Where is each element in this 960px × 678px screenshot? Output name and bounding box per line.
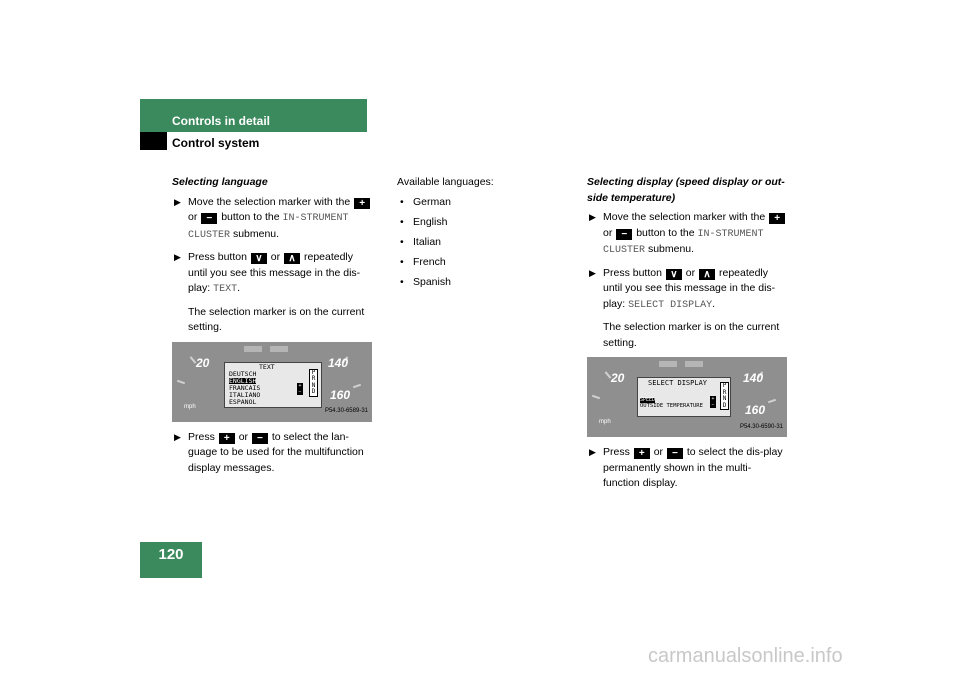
gauge-label: 160 (745, 403, 766, 417)
plus-key-icon: + (219, 433, 235, 444)
multifunction-display (224, 362, 322, 408)
plus-minus-indicator-icon: + − (298, 382, 302, 395)
up-key-icon: ∧ (284, 253, 300, 264)
languages-heading: Available languages: (397, 176, 494, 188)
minus-key-icon: − (201, 213, 217, 224)
bullet-icon: • (400, 235, 404, 248)
odometer-readout (659, 361, 677, 367)
left-step-1: ▶ Move the selection marker with the + or − button to the IN-STRUMENT CLUSTER submenu. (172, 195, 372, 244)
bullet-icon: • (400, 195, 404, 208)
arrow-bullet-icon: ▶ (589, 267, 596, 278)
right-step-1: ▶ Move the selection marker with the + or − button to the IN-STRUMENT CLUSTER submenu. (587, 210, 787, 259)
gauge-label: 140 (328, 355, 349, 370)
arrow-bullet-icon: ▶ (174, 431, 181, 442)
display-message: TEXT (213, 284, 238, 295)
minus-key-icon: − (667, 448, 683, 459)
multifunction-display (637, 377, 731, 417)
language-item: • Italian (397, 235, 547, 251)
arrow-bullet-icon: ▶ (174, 252, 181, 262)
left-section-title: Selecting language (172, 176, 268, 188)
watermark: carmanualsonline.info (648, 645, 843, 667)
display-line: ESPANOL (229, 397, 257, 406)
gauge-unit: mph (184, 403, 196, 410)
gear-indicator-icon: P R N D (309, 369, 318, 397)
arrow-bullet-icon: ▶ (174, 196, 181, 207)
minus-key-icon: − (252, 433, 268, 444)
language-item: • German (397, 195, 547, 211)
right-section-title: Selecting display (speed display or out-side temperature) (587, 176, 785, 204)
display-line: OUTSIDE TEMPERATURE (640, 403, 703, 409)
instrument-cluster-image-language (172, 342, 372, 422)
display-line: DEUTSCH (229, 369, 257, 378)
display-title: SELECT DISPLAY (648, 379, 708, 387)
display-line: ITALIANO (229, 390, 261, 399)
right-step-2: ▶ Press button ∨ or ∧ repeatedly until you see this message in the dis-play: SELECT DISPLAY. (589, 266, 776, 311)
display-message: SELECT DISPLAY (628, 299, 713, 311)
bullet-icon: • (400, 215, 404, 228)
gauge-label: 140 (743, 371, 764, 385)
submenu-name: IN-STRUMENT CLUSTER (188, 213, 349, 241)
left-step-2: ▶ Press button ∨ or ∧ repeatedly until you see this message in the dis-play: TEXT. (174, 251, 361, 295)
image-caption: P54.30-6589-31 (324, 408, 368, 414)
right-note: The selection marker is on the current setting. (603, 321, 780, 349)
gauge-tick (353, 383, 361, 388)
left-step-3: ▶ Press + or − to select the lan-guage to be used for the multifunction display messages. (174, 430, 364, 474)
instrument-cluster-image-display (587, 357, 787, 437)
display-title: TEXT (259, 362, 275, 371)
gauge-tick (768, 399, 776, 404)
plus-key-icon: + (354, 198, 370, 209)
gauge-unit: mph (599, 419, 611, 425)
page-number: 120 (140, 542, 202, 578)
section-title: Control system (172, 136, 260, 150)
gear-indicator-icon: P R N D (720, 382, 729, 410)
middle-column (397, 175, 547, 295)
gauge-tick (177, 379, 185, 384)
submenu-name: IN-STRUMENT CLUSTER (603, 228, 764, 256)
left-column (172, 175, 372, 483)
display-line-selected: ENGLISH (229, 376, 257, 385)
gauge-tick (592, 395, 600, 400)
language-item: • English (397, 215, 547, 231)
up-key-icon: ∧ (699, 269, 715, 280)
header-tab-marker (140, 132, 167, 150)
odometer-readout (244, 346, 262, 352)
bullet-icon: • (400, 255, 404, 268)
image-caption: P54.30-6590-31 (739, 423, 783, 430)
arrow-bullet-icon: ▶ (589, 447, 596, 457)
clock-readout (685, 361, 703, 367)
gauge-label: 20 (611, 371, 625, 385)
plus-key-icon: + (634, 448, 650, 459)
minus-key-icon: − (616, 229, 632, 240)
plus-key-icon: + (769, 213, 785, 224)
bullet-icon: • (400, 275, 404, 288)
plus-minus-indicator-icon: + − (711, 396, 715, 408)
language-item: • Spanish (397, 275, 547, 291)
down-key-icon: ∨ (666, 269, 682, 280)
gauge-label: 160 (330, 387, 351, 402)
chapter-title: Controls in detail (172, 114, 271, 128)
down-key-icon: ∨ (251, 253, 267, 264)
gauge-label: 20 (196, 355, 210, 370)
display-line-selected: SPEED (640, 397, 656, 403)
right-column (587, 175, 787, 499)
arrow-bullet-icon: ▶ (589, 212, 596, 222)
right-step-3: ▶ Press + or − to select the dis-play permanently shown in the multi-function display. (589, 446, 783, 489)
clock-readout (270, 346, 288, 352)
language-item: • French (397, 255, 547, 271)
display-line: FRANCAIS (229, 383, 261, 392)
left-note: The selection marker is on the current setting. (188, 305, 365, 333)
